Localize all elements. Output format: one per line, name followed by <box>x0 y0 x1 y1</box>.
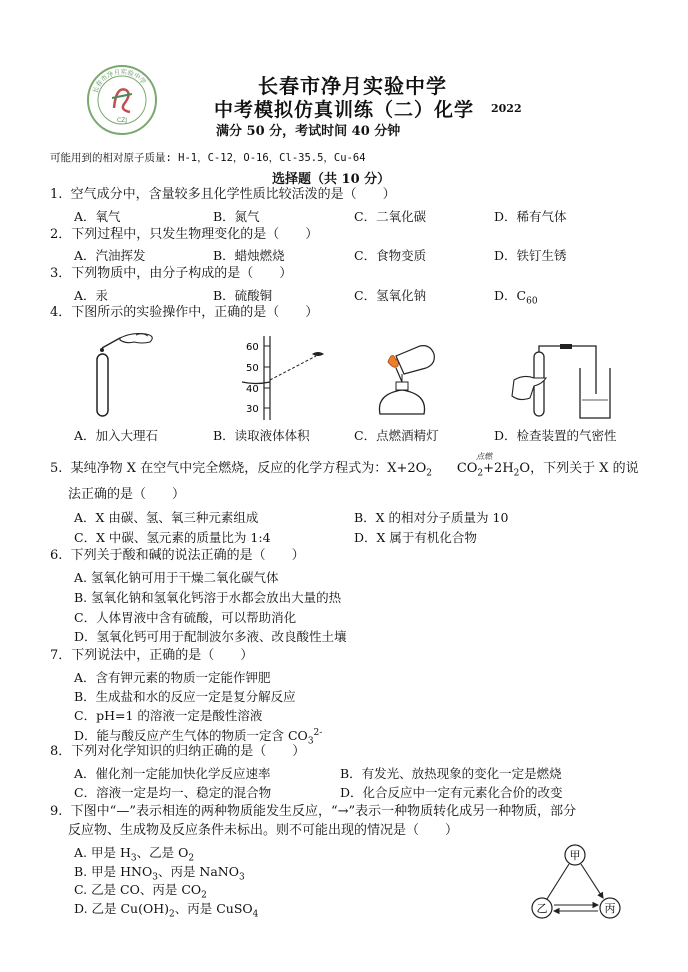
q1-option-d[interactable]: D．稀有气体 <box>494 209 567 224</box>
measuring-cylinder-icon <box>236 336 346 422</box>
atomic-masses: 可能用到的相对原子质量: H-1，C-12，O-16，Cl-35.5，Cu-64 <box>50 152 366 164</box>
q5-option-b[interactable]: B．X 的相对分子质量为 10 <box>354 510 509 525</box>
airtightness-apparatus-icon <box>506 344 616 424</box>
q2-option-d[interactable]: D．铁钉生锈 <box>494 248 567 263</box>
section-title: 选择题（共 10 分） <box>272 172 391 187</box>
q7-option-d[interactable]: D．能与酸反应产生气体的物质一定含 $CO_3^{2-}$ <box>74 727 323 747</box>
svg-text:甲: 甲 <box>569 849 581 862</box>
q2-option-b[interactable]: B．蜡烛燃烧 <box>213 248 285 263</box>
q5-option-c[interactable]: C．X 中碳、氢元素的质量比为 1:4 <box>74 530 271 545</box>
q8-option-d[interactable]: D．化合反应中一定有元素化合价的改变 <box>340 785 563 800</box>
exam-year: 2022 <box>491 102 522 115</box>
q7-option-b[interactable]: B．生成盐和水的反应一定是复分解反应 <box>74 689 296 704</box>
q7-option-c[interactable]: C．pH=1 的溶液一定是酸性溶液 <box>74 708 263 723</box>
svg-text:60: 60 <box>246 342 259 353</box>
q8-option-c[interactable]: C．溶液一定是均一、稳定的混合物 <box>74 785 272 800</box>
q3-option-a[interactable]: A．汞 <box>74 288 109 303</box>
q3-option-c[interactable]: C．氢氧化钠 <box>354 288 427 303</box>
q9-option-c[interactable]: C. 乙是 CO、丙是 $CO_2$ <box>74 882 207 901</box>
question-stem: 空气成分中，含量较多且化学性质比较活泼的是（ ） <box>70 187 396 202</box>
svg-text:CZJ: CZJ <box>116 117 128 124</box>
alcohol-lamp-figure <box>366 334 456 428</box>
q3-option-b[interactable]: B．硫酸铜 <box>213 288 273 303</box>
q5-option-d[interactable]: D．X 属于有机化合物 <box>354 530 477 545</box>
question-5: 5. 某纯净物 X 在空气中完全燃烧，反应的化学方程式为：$X+2O_2$ $CO_2+2H_2O$，下列关于 X 的说 <box>50 461 639 479</box>
q9-option-d[interactable]: D. 乙是 $Cu(OH)_2$、丙是 CuSO$_4$ <box>74 901 259 920</box>
svg-text:50: 50 <box>246 363 259 374</box>
measuring-cylinder-figure <box>236 336 346 426</box>
q7-option-a[interactable]: A．含有钾元素的物质一定能作钾肥 <box>74 670 271 685</box>
school-logo <box>86 64 158 136</box>
svg-text:乙: 乙 <box>536 902 548 915</box>
question-5-line2: 法正确的是（ ） <box>68 487 186 502</box>
q4-option-d[interactable]: D．检查装置的气密性 <box>494 428 617 443</box>
q3-option-d[interactable]: D．$C_{60}$ <box>494 288 538 307</box>
question-6: 6. 下列关于酸和碱的说法正确的是（ ） <box>50 548 305 563</box>
q9-option-b[interactable]: B. 甲是 $HNO_3$、丙是 NaNO$_3$ <box>74 864 245 883</box>
exam-title: 中考模拟仿真训练（二）化学 <box>214 99 475 121</box>
q6-option-d[interactable]: D．氢氧化钙可用于配制波尔多液、改良酸性土壤 <box>74 629 347 644</box>
airtightness-figure <box>506 344 616 428</box>
q1-option-b[interactable]: B．氮气 <box>213 209 260 224</box>
q6-option-c[interactable]: C．人体胃液中含有硫酸，可以帮助消化 <box>74 610 297 625</box>
question-4: 4．下图所示的实验操作中，正确的是（ ） <box>50 305 319 320</box>
logo-seal-icon <box>86 64 158 136</box>
q6-option-a[interactable]: A. 氢氧化钠可用于干燥二氧化碳气体 <box>74 570 279 585</box>
q2-option-c[interactable]: C．食物变质 <box>354 248 427 263</box>
triangle-diagram <box>528 842 628 922</box>
svg-text:丙: 丙 <box>604 902 616 915</box>
test-tube-figure <box>90 330 170 424</box>
question-8: 8．下列对化学知识的归纳正确的是（ ） <box>50 744 306 759</box>
alcohol-lamp-icon <box>366 334 456 424</box>
reaction-condition: 点燃 <box>476 452 492 461</box>
question-7: 7．下列说法中，正确的是（ ） <box>50 648 254 663</box>
q2-option-a[interactable]: A．汽油挥发 <box>74 248 146 263</box>
question-number: 1. <box>50 187 63 202</box>
q1-option-a[interactable]: A．氧气 <box>74 209 121 224</box>
q8-option-b[interactable]: B．有发光、放热现象的变化一定是燃烧 <box>340 766 562 781</box>
question-9-line2: 反应物、生成物及反应条件未标出。则不可能出现的情况是（ ） <box>68 823 459 838</box>
svg-text:长春市净月实验中学: 长春市净月实验中学 <box>91 67 148 95</box>
question-2: 2．下列过程中，只发生物理变化的是（ ） <box>50 227 319 242</box>
q8-option-a[interactable]: A．催化剂一定能加快化学反应速率 <box>74 766 271 781</box>
q1-option-c[interactable]: C．二氧化碳 <box>354 209 427 224</box>
q9-option-a[interactable]: A. 甲是 $H_3$、乙是 $O_2$ <box>74 845 195 864</box>
question-3: 3．下列物质中，由分子构成的是（ ） <box>50 266 293 281</box>
question-1 <box>50 186 396 204</box>
svg-text:40: 40 <box>246 384 259 395</box>
question-9: 9. 下图中“—”表示相连的两种物质能发生反应，“→”表示一种物质转化成另一种物质，部分 <box>50 804 577 819</box>
q6-option-b[interactable]: B. 氢氧化钠和氢氧化钙溶于水都会放出大量的热 <box>74 590 342 605</box>
q4-option-a[interactable]: A．加入大理石 <box>74 428 159 443</box>
exam-subtitle: 满分 50 分，考试时间 40 分钟 <box>216 124 401 139</box>
school-name: 长春市净月实验中学 <box>258 74 447 98</box>
svg-text:30: 30 <box>246 404 259 415</box>
test-tube-marble-icon <box>90 330 170 420</box>
q4-option-b[interactable]: B．读取液体体积 <box>213 428 310 443</box>
q4-option-c[interactable]: C．点燃酒精灯 <box>354 428 439 443</box>
relationship-diagram <box>528 842 628 926</box>
q5-option-a[interactable]: A．X 由碳、氢、氧三种元素组成 <box>74 510 259 525</box>
